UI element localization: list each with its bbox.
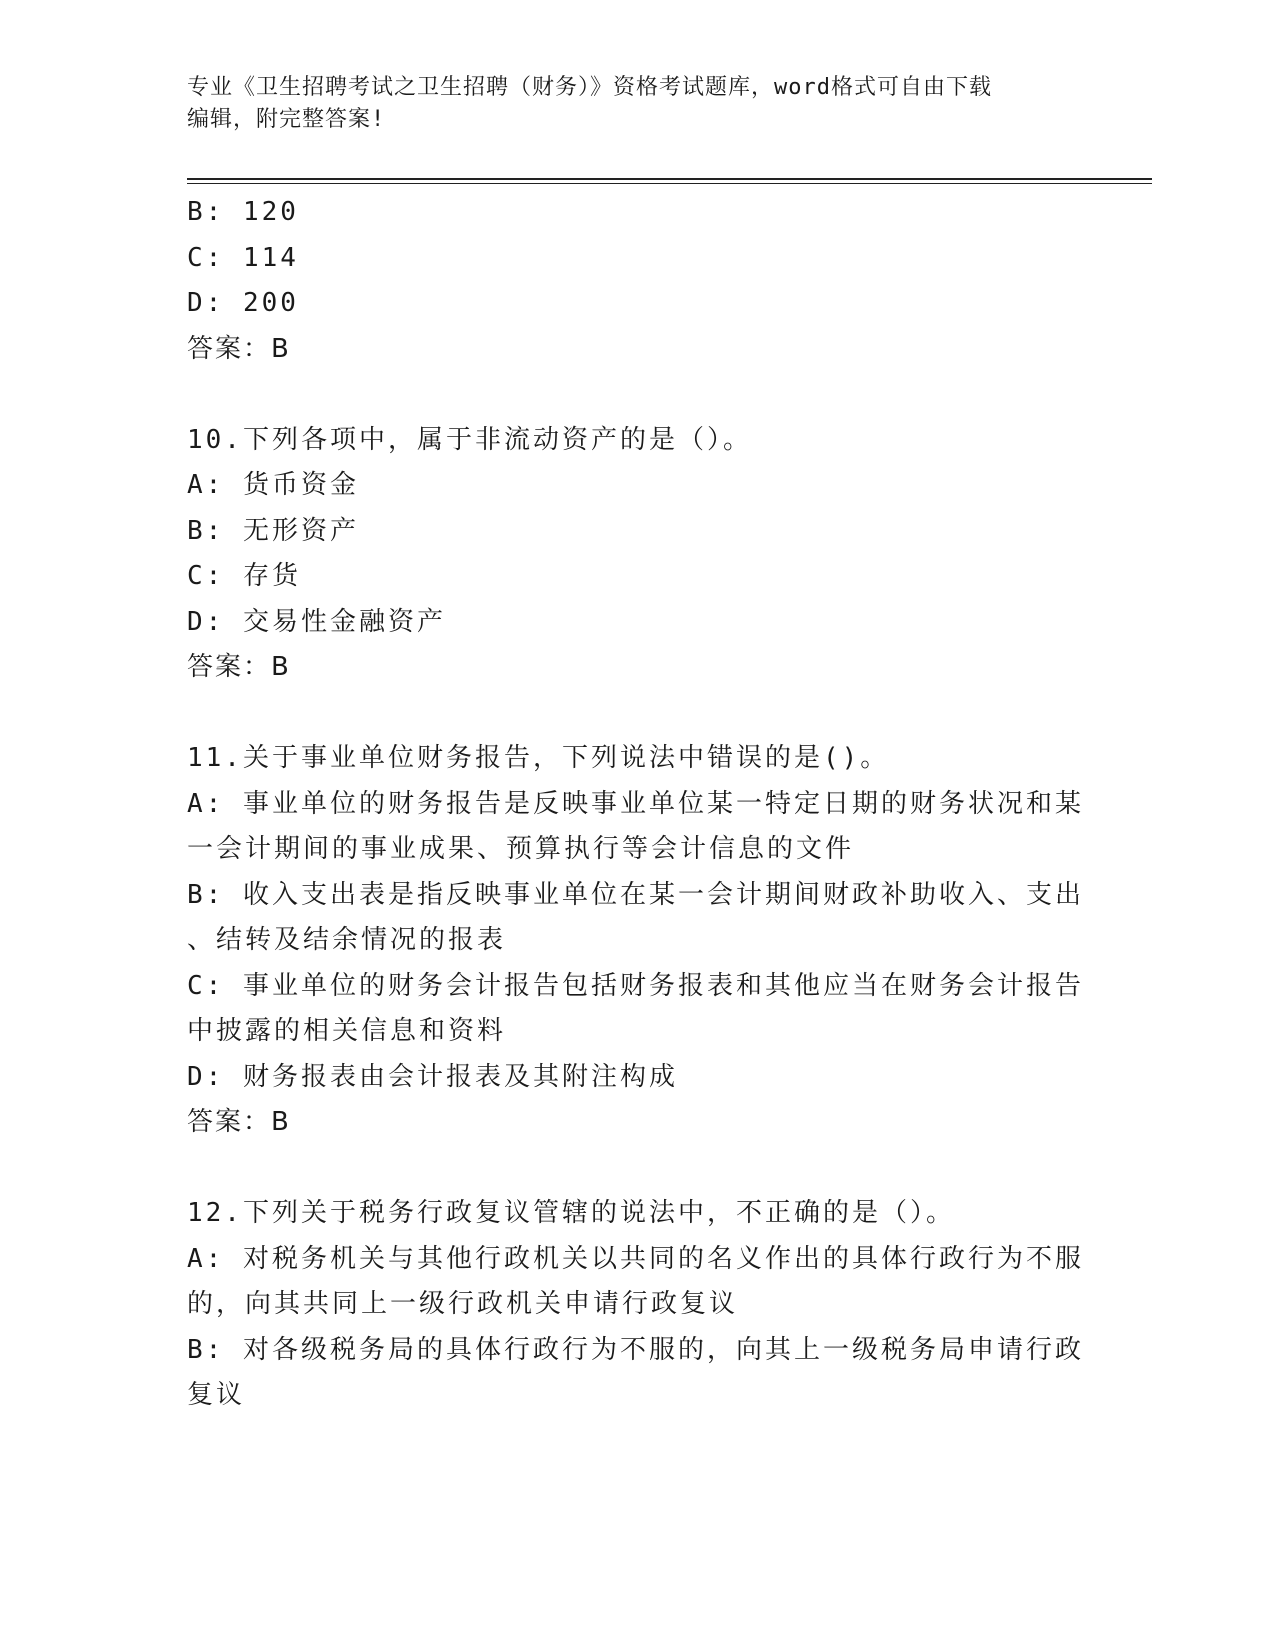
question-block-prev xyxy=(187,190,1087,372)
spacer xyxy=(187,372,1087,418)
option-b: B: 120 xyxy=(187,197,299,227)
answer-line: 答案：B xyxy=(187,652,291,682)
option-b: B: 无形资产 xyxy=(187,515,359,546)
question-block-11 xyxy=(187,736,1087,1146)
option-c: C: 存货 xyxy=(187,561,301,591)
option-b-line-2: 复议 xyxy=(187,1380,246,1410)
header-line-1: 专业《卫生招聘考试之卫生招聘（财务）》资格考试题库，word格式可自由下载 xyxy=(187,75,992,100)
option-b-line-1: B: 对各级税务局的具体行政行为不服的，向其上一级税务局申请行政 xyxy=(187,1334,1084,1365)
option-c-line-1: C: 事业单位的财务会计报告包括财务报表和其他应当在财务会计报告 xyxy=(187,970,1084,1001)
question-block-12 xyxy=(187,1191,1087,1419)
header-line-2: 编辑，附完整答案! xyxy=(187,107,386,132)
option-c: C: 114 xyxy=(187,242,299,273)
option-b-line-2: 、结转及结余情况的报表 xyxy=(187,925,507,955)
question-stem: 12.下列关于税务行政复议管辖的说法中，不正确的是（）。 xyxy=(187,1198,955,1228)
option-c-line-2: 中披露的相关信息和资料 xyxy=(187,1016,507,1046)
option-a-line-2: 一会计期间的事业成果、预算执行等会计信息的文件 xyxy=(187,834,855,864)
option-b-line-1: B: 收入支出表是指反映事业单位在某一会计期间财政补助收入、支出 xyxy=(187,879,1084,910)
option-a-line-2: 的，向其共同上一级行政机关申请行政复议 xyxy=(187,1289,739,1319)
question-stem: 10.下列各项中，属于非流动资产的是（）。 xyxy=(187,424,752,455)
option-d: D: 财务报表由会计报表及其附注构成 xyxy=(187,1061,678,1092)
spacer xyxy=(187,691,1087,737)
option-a-line-1: A: 事业单位的财务报告是反映事业单位某一特定日期的财务状况和某 xyxy=(187,788,1084,819)
option-a-line-1: A: 对税务机关与其他行政机关以共同的名义作出的具体行政行为不服 xyxy=(187,1243,1084,1274)
spacer xyxy=(187,1146,1087,1192)
header-divider-thick xyxy=(187,178,1152,180)
option-d: D: 200 xyxy=(187,288,299,318)
question-stem: 11.关于事业单位财务报告，下列说法中错误的是()。 xyxy=(187,743,890,773)
answer-line: 答案：B xyxy=(187,1107,291,1137)
page-header xyxy=(187,72,1067,136)
question-block-10 xyxy=(187,418,1087,691)
question-list xyxy=(187,190,1087,1419)
option-d: D: 交易性金融资产 xyxy=(187,606,446,637)
answer-line: 答案：B xyxy=(187,333,291,364)
option-a: A: 货币资金 xyxy=(187,470,359,500)
header-divider-thin xyxy=(187,183,1152,184)
